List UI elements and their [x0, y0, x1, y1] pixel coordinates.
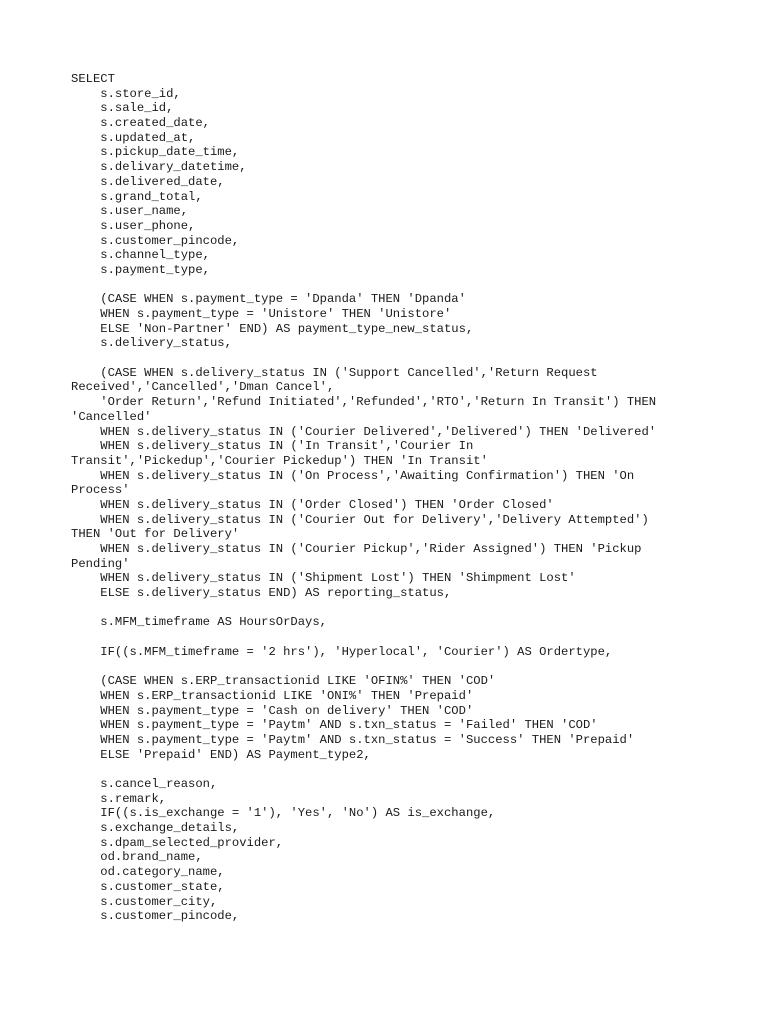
code-line: WHEN s.ERP_transactionid LIKE 'ONI%' THEN 'Prepaid' [71, 688, 474, 703]
code-line: s.pickup_date_time, [71, 145, 240, 160]
code-line: IF((s.is_exchange = '1'), 'Yes', 'No') AS is_exchange, [71, 806, 496, 821]
code-line: WHEN s.payment_type = 'Cash on delivery' THEN 'COD' [71, 703, 474, 718]
code-line [71, 660, 711, 675]
code-line: s.delivered_date, [71, 174, 225, 189]
code-line: od.brand_name, [71, 850, 203, 865]
code-line: THEN 'Out for Delivery' [71, 527, 240, 542]
code-line: ELSE s.delivery_status END) AS reporting_status, [71, 586, 452, 601]
code-line: Process' [71, 483, 130, 498]
code-line: od.category_name, [71, 865, 225, 880]
code-line: WHEN s.delivery_status IN ('On Process','Awaiting Confirmation') THEN 'On [71, 468, 635, 483]
code-line: WHEN s.payment_type = 'Paytm' AND s.txn_status = 'Success' THEN 'Prepaid' [71, 732, 635, 747]
code-line: WHEN s.delivery_status IN ('Shipment Lost') THEN 'Shimpment Lost' [71, 571, 576, 586]
code-line: s.updated_at, [71, 130, 196, 145]
code-line [71, 278, 711, 293]
code-line: s.channel_type, [71, 248, 210, 263]
code-line: (CASE WHEN s.payment_type = 'Dpanda' THEN 'Dpanda' [71, 292, 466, 307]
code-line: ELSE 'Prepaid' END) AS Payment_type2, [71, 747, 371, 762]
code-line: s.customer_pincode, [71, 233, 240, 248]
code-line: s.user_name, [71, 204, 189, 219]
code-line: s.delivery_status, [71, 336, 232, 351]
code-line: WHEN s.delivery_status IN ('Courier Out for Delivery','Delivery Attempted') [71, 512, 649, 527]
code-line: (CASE WHEN s.delivery_status IN ('Support Cancelled','Return Request [71, 365, 598, 380]
code-line: WHEN s.delivery_status IN ('Order Closed') THEN 'Order Closed' [71, 497, 554, 512]
code-line: 'Order Return','Refund Initiated','Refunded','RTO','Return In Transit') THEN [71, 395, 657, 410]
code-line: Transit','Pickedup','Courier Pickedup') THEN 'In Transit' [71, 453, 488, 468]
code-line: s.MFM_timeframe AS HoursOrDays, [71, 615, 327, 630]
code-line: s.customer_state, [71, 879, 225, 894]
code-line: s.created_date, [71, 116, 210, 131]
code-line: WHEN s.delivery_status IN ('Courier Pickup','Rider Assigned') THEN 'Pickup [71, 542, 642, 556]
code-line: Pending' [71, 556, 130, 571]
code-line: s.store_id, [71, 86, 181, 101]
code-line: s.cancel_reason, [71, 777, 218, 791]
code-line: WHEN s.delivery_status IN ('In Transit','Courier In [71, 439, 474, 454]
code-line [71, 601, 711, 616]
code-line: IF((s.MFM_timeframe = '2 hrs'), 'Hyperlocal', 'Courier') AS Ordertype, [71, 644, 613, 659]
code-line: s.remark, [71, 791, 167, 806]
code-line: s.user_phone, [71, 218, 196, 233]
code-line: WHEN s.payment_type = 'Unistore' THEN 'Unistore' [71, 307, 452, 321]
code-line: s.customer_pincode, [71, 909, 240, 924]
code-line [71, 351, 711, 366]
code-line: s.delivary_datetime, [71, 160, 247, 175]
code-line: ELSE 'Non-Partner' END) AS payment_type_new_status, [71, 321, 474, 336]
code-line: s.dpam_selected_provider, [71, 835, 284, 850]
sql-code-block [71, 72, 711, 924]
code-line: s.exchange_details, [71, 821, 240, 836]
code-line [71, 762, 711, 777]
code-line: WHEN s.payment_type = 'Paytm' AND s.txn_status = 'Failed' THEN 'COD' [71, 718, 598, 733]
code-line: s.sale_id, [71, 101, 174, 116]
code-line: s.payment_type, [71, 262, 210, 277]
code-line [71, 630, 711, 645]
code-line: s.customer_city, [71, 894, 218, 909]
code-line: SELECT [71, 72, 115, 86]
code-line: (CASE WHEN s.ERP_transactionid LIKE 'OFIN%' THEN 'COD' [71, 674, 496, 689]
code-line: 'Cancelled' [71, 409, 152, 424]
code-line: s.grand_total, [71, 189, 203, 204]
code-line: WHEN s.delivery_status IN ('Courier Delivered','Delivered') THEN 'Delivered' [71, 424, 657, 439]
code-line: Received','Cancelled','Dman Cancel', [71, 380, 335, 395]
